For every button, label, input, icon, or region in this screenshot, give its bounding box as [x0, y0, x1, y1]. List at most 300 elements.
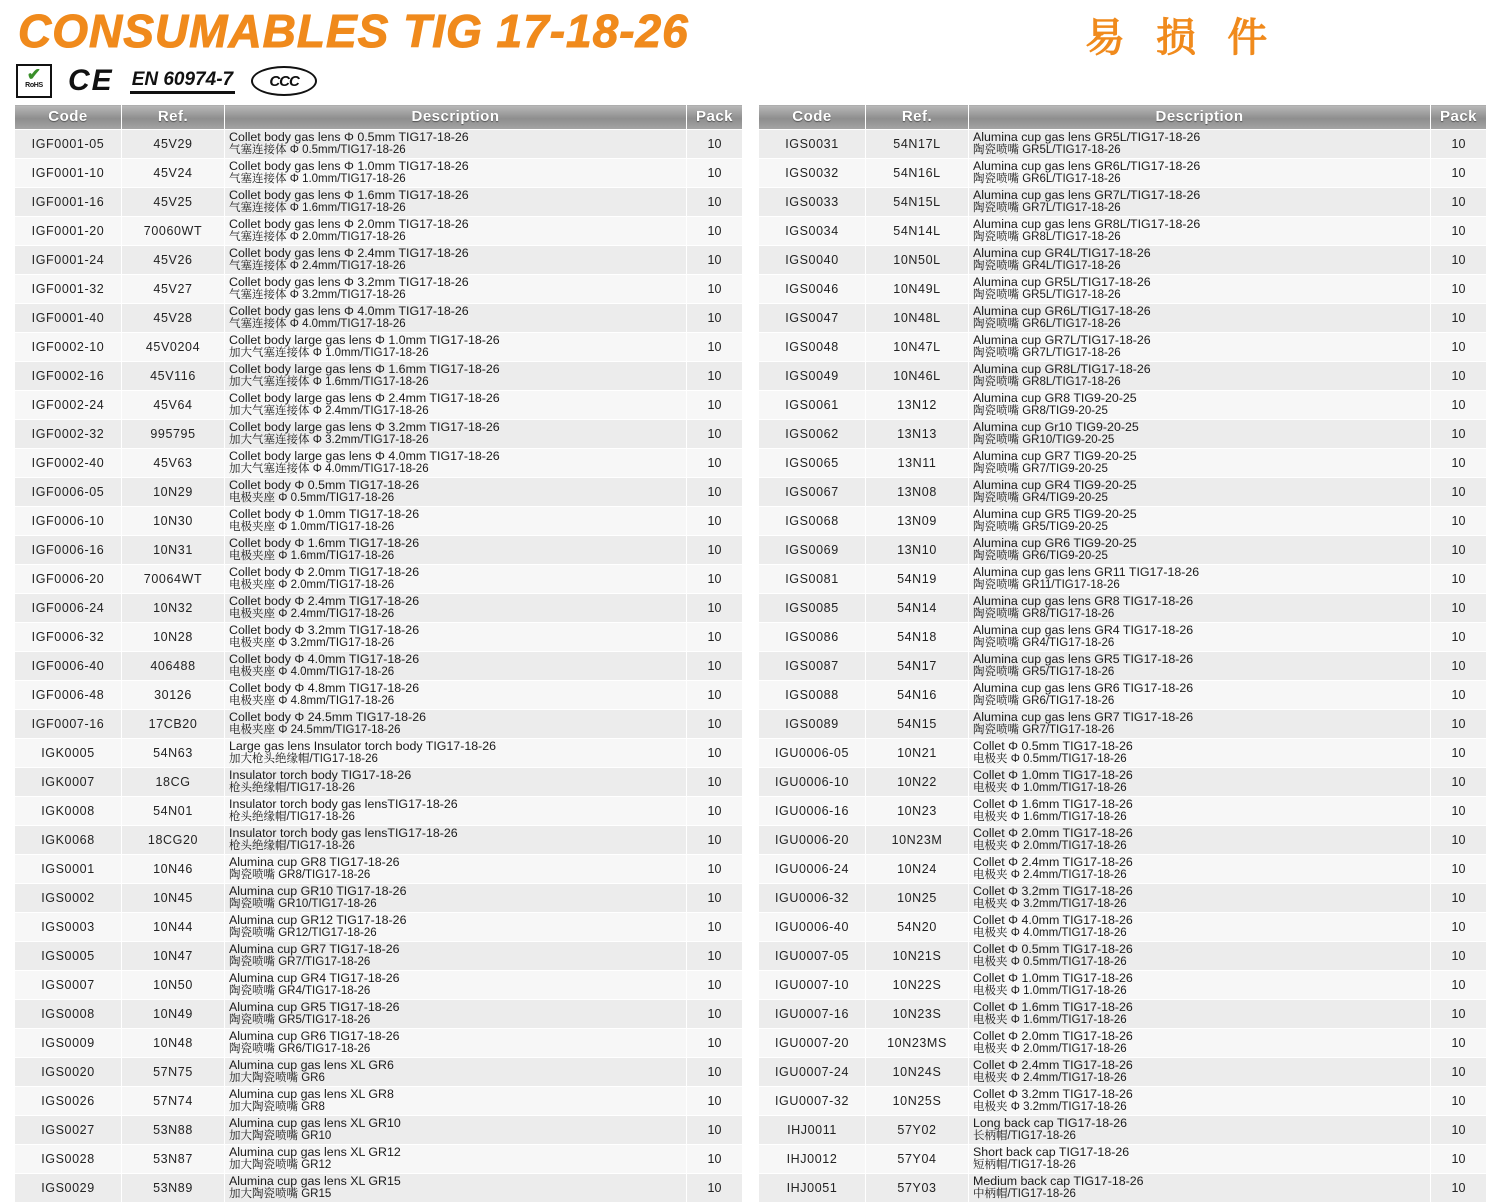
cell-ref: 54N15	[866, 710, 969, 739]
cell-ref: 10N21S	[866, 942, 969, 971]
cell-code: IGS0040	[759, 246, 866, 275]
cell-code: IGS0027	[15, 1116, 122, 1145]
cell-code: IGS0031	[759, 130, 866, 159]
cell-description	[225, 449, 687, 478]
cell-description	[225, 217, 687, 246]
description-english: Long back cap TIG17-18-26	[973, 1116, 1128, 1130]
cell-ref: 53N88	[122, 1116, 225, 1145]
description-english: Alumina cup GR6 TIG9-20-25	[973, 536, 1137, 550]
cell-pack: 10	[1431, 159, 1487, 188]
table-row	[759, 420, 1487, 449]
cell-ref: 54N01	[122, 797, 225, 826]
cell-code: IGF0001-32	[15, 275, 122, 304]
cell-code: IGF0006-24	[15, 594, 122, 623]
table-row	[759, 1087, 1487, 1116]
description-english: Insulator torch body gas lensTIG17-18-26	[229, 826, 458, 840]
table-row	[15, 246, 743, 275]
cell-code: IGF0006-32	[15, 623, 122, 652]
cell-code: IGU0006-05	[759, 739, 866, 768]
description-chinese: 枪头绝缘帽/TIG17-18-26	[229, 782, 355, 794]
table-row	[759, 739, 1487, 768]
cell-description	[225, 681, 687, 710]
table-row	[759, 304, 1487, 333]
page-title: CONSUMABLES TIG 17-18-26	[18, 5, 689, 57]
cell-ref: 10N23M	[866, 826, 969, 855]
left-table-body	[15, 130, 743, 1203]
table-row	[759, 855, 1487, 884]
table-row	[759, 217, 1487, 246]
description-english: Collet body Φ 0.5mm TIG17-18-26	[229, 478, 420, 492]
cell-pack: 10	[687, 478, 743, 507]
description-english: Alumina cup gas lens GR8 TIG17-18-26	[973, 594, 1194, 608]
column-header-code: Code	[759, 105, 866, 130]
description-chinese: 气塞连接体 Φ 2.4mm/TIG17-18-26	[229, 260, 406, 272]
description-english: Collet body Φ 3.2mm TIG17-18-26	[229, 623, 420, 637]
cell-pack: 10	[687, 594, 743, 623]
cell-description	[225, 826, 687, 855]
cell-ref: 13N11	[866, 449, 969, 478]
table-row	[15, 362, 743, 391]
cell-pack: 10	[687, 333, 743, 362]
description-chinese: 电极夹座 Φ 1.6mm/TIG17-18-26	[229, 550, 395, 562]
cell-pack: 10	[687, 739, 743, 768]
cell-description	[225, 420, 687, 449]
table-row	[15, 275, 743, 304]
cell-ref: 45V63	[122, 449, 225, 478]
table-row	[15, 217, 743, 246]
cell-description	[225, 275, 687, 304]
description-english: Alumina cup gas lens GR7L/TIG17-18-26	[973, 188, 1201, 202]
cell-code: IGS0048	[759, 333, 866, 362]
cell-description	[225, 478, 687, 507]
cell-description	[969, 739, 1431, 768]
cell-pack: 10	[1431, 478, 1487, 507]
cell-ref: 10N46	[122, 855, 225, 884]
description-chinese: 电极夹 Φ 2.0mm/TIG17-18-26	[973, 1043, 1127, 1055]
cell-ref: 10N23S	[866, 1000, 969, 1029]
description-english: Alumina cup gas lens XL GR10	[229, 1116, 401, 1130]
description-english: Collet body gas lens Φ 2.0mm TIG17-18-26	[229, 217, 469, 231]
cell-description	[969, 594, 1431, 623]
cell-description	[969, 855, 1431, 884]
description-chinese: 电极夹 Φ 3.2mm/TIG17-18-26	[973, 1101, 1127, 1113]
description-chinese: 陶瓷喷嘴 GR7L/TIG17-18-26	[973, 202, 1121, 214]
description-chinese: 电极夹座 Φ 24.5mm/TIG17-18-26	[229, 724, 401, 736]
cell-pack: 10	[1431, 420, 1487, 449]
description-chinese: 加大气塞连接体 Φ 2.4mm/TIG17-18-26	[229, 405, 429, 417]
cell-code: IGU0007-20	[759, 1029, 866, 1058]
description-chinese: 枪头绝缘帽/TIG17-18-26	[229, 811, 355, 823]
table-row	[759, 710, 1487, 739]
cell-code: IGK0008	[15, 797, 122, 826]
description-english: Collet Φ 3.2mm TIG17-18-26	[973, 1087, 1133, 1101]
cell-description	[969, 1029, 1431, 1058]
description-english: Collet body large gas lens Φ 2.4mm TIG17-18-26	[229, 391, 500, 405]
cell-pack: 10	[687, 391, 743, 420]
cell-description	[969, 362, 1431, 391]
cell-code: IGS0001	[15, 855, 122, 884]
cell-code: IGF0001-24	[15, 246, 122, 275]
cell-pack: 10	[687, 217, 743, 246]
page-title-chinese: 易 损 件	[1085, 16, 1278, 60]
cell-ref: 45V29	[122, 130, 225, 159]
table-row	[759, 623, 1487, 652]
cell-code: IGU0006-32	[759, 884, 866, 913]
table-row	[15, 478, 743, 507]
description-chinese: 陶瓷喷嘴 GR5/TIG9-20-25	[973, 521, 1108, 533]
en-standard-label: EN 60974-7	[130, 69, 235, 94]
description-english: Alumina cup gas lens GR5 TIG17-18-26	[973, 652, 1194, 666]
cell-ref: 13N13	[866, 420, 969, 449]
cell-ref: 45V116	[122, 362, 225, 391]
table-row	[15, 652, 743, 681]
cell-ref: 57Y04	[866, 1145, 969, 1174]
cell-description	[225, 362, 687, 391]
cell-code: IGF0002-32	[15, 420, 122, 449]
description-english: Alumina cup GR6 TIG17-18-26	[229, 1029, 400, 1043]
table-row	[759, 681, 1487, 710]
cell-description	[225, 1116, 687, 1145]
description-english: Collet Φ 0.5mm TIG17-18-26	[973, 942, 1133, 956]
cell-code: IHJ0012	[759, 1145, 866, 1174]
description-english: Short back cap TIG17-18-26	[973, 1145, 1130, 1159]
cell-ref: 54N14	[866, 594, 969, 623]
cell-ref: 10N28	[122, 623, 225, 652]
column-header-description: Description	[225, 105, 687, 130]
description-chinese: 长柄帽/TIG17-18-26	[973, 1130, 1076, 1142]
cell-pack: 10	[687, 710, 743, 739]
description-english: Alumina cup GR8 TIG17-18-26	[229, 855, 400, 869]
cell-pack: 10	[687, 884, 743, 913]
description-chinese: 加大气塞连接体 Φ 1.0mm/TIG17-18-26	[229, 347, 429, 359]
cell-pack: 10	[687, 188, 743, 217]
cell-description	[969, 1116, 1431, 1145]
cell-pack: 10	[1431, 913, 1487, 942]
cell-description	[225, 855, 687, 884]
cell-ref: 10N47L	[866, 333, 969, 362]
cell-ref: 57N74	[122, 1087, 225, 1116]
cell-code: IGS0047	[759, 304, 866, 333]
description-english: Collet body large gas lens Φ 4.0mm TIG17-18-26	[229, 449, 500, 463]
description-chinese: 加大陶瓷喷嘴 GR8	[229, 1101, 325, 1113]
cell-description	[969, 710, 1431, 739]
cell-pack: 10	[1431, 362, 1487, 391]
cell-description	[969, 333, 1431, 362]
cell-pack: 10	[1431, 826, 1487, 855]
cell-pack: 10	[687, 1000, 743, 1029]
cell-code: IGF0006-40	[15, 652, 122, 681]
cell-pack: 10	[687, 1145, 743, 1174]
ccc-mark-icon: CCC	[251, 66, 317, 96]
description-chinese: 陶瓷喷嘴 GR8/TIG17-18-26	[973, 608, 1115, 620]
description-chinese: 陶瓷喷嘴 GR5/TIG17-18-26	[973, 666, 1115, 678]
description-chinese: 电极夹 Φ 2.4mm/TIG17-18-26	[973, 869, 1127, 881]
cell-pack: 10	[1431, 681, 1487, 710]
cell-description	[225, 1174, 687, 1203]
cell-code: IGU0007-24	[759, 1058, 866, 1087]
cell-ref: 10N47	[122, 942, 225, 971]
description-english: Alumina cup gas lens GR7 TIG17-18-26	[973, 710, 1194, 724]
description-english: Alumina cup gas lens XL GR15	[229, 1174, 401, 1188]
cell-code: IGU0006-20	[759, 826, 866, 855]
description-chinese: 电极夹座 Φ 0.5mm/TIG17-18-26	[229, 492, 395, 504]
table-row	[759, 275, 1487, 304]
cell-description	[225, 1029, 687, 1058]
table-row	[15, 1058, 743, 1087]
cell-description	[225, 507, 687, 536]
cell-pack: 10	[1431, 884, 1487, 913]
certification-strip	[16, 62, 317, 100]
description-english: Alumina cup GR5 TIG9-20-25	[973, 507, 1137, 521]
table-row	[759, 565, 1487, 594]
cell-code: IHJ0051	[759, 1174, 866, 1203]
cell-pack: 10	[1431, 391, 1487, 420]
cell-code: IGF0001-20	[15, 217, 122, 246]
cell-code: IGF0001-16	[15, 188, 122, 217]
table-row	[15, 1000, 743, 1029]
cell-code: IGS0029	[15, 1174, 122, 1203]
cell-pack: 10	[1431, 1000, 1487, 1029]
description-english: Collet body gas lens Φ 0.5mm TIG17-18-26	[229, 130, 469, 144]
cell-pack: 10	[687, 1029, 743, 1058]
rohs-icon	[16, 64, 52, 98]
description-english: Collet body large gas lens Φ 3.2mm TIG17-18-26	[229, 420, 500, 434]
description-chinese: 陶瓷喷嘴 GR6L/TIG17-18-26	[973, 318, 1121, 330]
description-chinese: 陶瓷喷嘴 GR12/TIG17-18-26	[229, 927, 377, 939]
cell-pack: 10	[687, 420, 743, 449]
description-chinese: 电极夹 Φ 2.0mm/TIG17-18-26	[973, 840, 1127, 852]
description-english: Collet body large gas lens Φ 1.0mm TIG17-18-26	[229, 333, 500, 347]
cell-description	[225, 797, 687, 826]
cell-description	[969, 159, 1431, 188]
cell-code: IGF0007-16	[15, 710, 122, 739]
description-english: Collet Φ 2.4mm TIG17-18-26	[973, 855, 1133, 869]
description-chinese: 电极夹 Φ 1.6mm/TIG17-18-26	[973, 1014, 1127, 1026]
table-row	[15, 768, 743, 797]
cell-ref: 10N22	[866, 768, 969, 797]
cell-code: IGK0068	[15, 826, 122, 855]
description-chinese: 陶瓷喷嘴 GR4/TIG9-20-25	[973, 492, 1108, 504]
table-row	[15, 594, 743, 623]
table-row	[15, 536, 743, 565]
table-row	[15, 913, 743, 942]
cell-pack: 10	[1431, 971, 1487, 1000]
column-header-pack: Pack	[1431, 105, 1487, 130]
cell-description	[969, 275, 1431, 304]
rohs-label: RoHS	[25, 82, 43, 89]
column-header-ref: Ref.	[866, 105, 969, 130]
description-chinese: 短柄帽/TIG17-18-26	[973, 1159, 1076, 1171]
table-row	[15, 971, 743, 1000]
cell-ref: 54N16	[866, 681, 969, 710]
cell-code: IGS0032	[759, 159, 866, 188]
description-chinese: 陶瓷喷嘴 GR8L/TIG17-18-26	[973, 376, 1121, 388]
cell-code: IGS0033	[759, 188, 866, 217]
cell-pack: 10	[687, 623, 743, 652]
cell-description	[969, 420, 1431, 449]
cell-code: IGU0006-24	[759, 855, 866, 884]
cell-description	[969, 188, 1431, 217]
cell-code: IGU0006-16	[759, 797, 866, 826]
table-row	[759, 536, 1487, 565]
cell-description	[225, 1000, 687, 1029]
cell-code: IGF0006-20	[15, 565, 122, 594]
table-row	[759, 1145, 1487, 1174]
cell-pack: 10	[687, 652, 743, 681]
table-row	[15, 333, 743, 362]
column-header-pack: Pack	[687, 105, 743, 130]
table-row	[759, 391, 1487, 420]
cell-description	[969, 1145, 1431, 1174]
cell-description	[225, 159, 687, 188]
table-row	[759, 1000, 1487, 1029]
description-chinese: 电极夹 Φ 2.4mm/TIG17-18-26	[973, 1072, 1127, 1084]
description-english: Alumina cup gas lens XL GR6	[229, 1058, 394, 1072]
cell-code: IGS0005	[15, 942, 122, 971]
cell-ref: 54N19	[866, 565, 969, 594]
cell-ref: 45V0204	[122, 333, 225, 362]
table-row	[15, 623, 743, 652]
cell-description	[225, 536, 687, 565]
cell-code: IGS0049	[759, 362, 866, 391]
table-row	[15, 1145, 743, 1174]
cell-ref: 406488	[122, 652, 225, 681]
cell-code: IGS0065	[759, 449, 866, 478]
table-row	[15, 449, 743, 478]
description-chinese: 陶瓷喷嘴 GR7/TIG17-18-26	[973, 724, 1115, 736]
cell-description	[225, 710, 687, 739]
cell-pack: 10	[1431, 594, 1487, 623]
cell-pack: 10	[1431, 333, 1487, 362]
cell-ref: 45V28	[122, 304, 225, 333]
description-english: Alumina cup gas lens XL GR12	[229, 1145, 401, 1159]
description-english: Alumina cup gas lens XL GR8	[229, 1087, 394, 1101]
cell-ref: 54N16L	[866, 159, 969, 188]
cell-ref: 54N63	[122, 739, 225, 768]
description-chinese: 电极夹座 Φ 3.2mm/TIG17-18-26	[229, 637, 395, 649]
cell-ref: 10N31	[122, 536, 225, 565]
cell-ref: 18CG20	[122, 826, 225, 855]
description-chinese: 气塞连接体 Φ 3.2mm/TIG17-18-26	[229, 289, 406, 301]
cell-pack: 10	[1431, 768, 1487, 797]
cell-pack: 10	[1431, 797, 1487, 826]
cell-pack: 10	[1431, 652, 1487, 681]
description-english: Collet Φ 3.2mm TIG17-18-26	[973, 884, 1133, 898]
cell-ref: 45V24	[122, 159, 225, 188]
description-chinese: 陶瓷喷嘴 GR6L/TIG17-18-26	[973, 173, 1121, 185]
description-chinese: 陶瓷喷嘴 GR4/TIG17-18-26	[229, 985, 371, 997]
cell-code: IGS0028	[15, 1145, 122, 1174]
description-chinese: 电极夹座 Φ 4.8mm/TIG17-18-26	[229, 695, 395, 707]
cell-pack: 10	[687, 681, 743, 710]
description-chinese: 陶瓷喷嘴 GR8/TIG9-20-25	[973, 405, 1108, 417]
table-row	[15, 507, 743, 536]
cell-code: IGS0068	[759, 507, 866, 536]
description-english: Collet body Φ 24.5mm TIG17-18-26	[229, 710, 426, 724]
right-catalog-table	[758, 104, 1487, 1203]
description-english: Insulator torch body TIG17-18-26	[229, 768, 412, 782]
cell-code: IGS0062	[759, 420, 866, 449]
table-row	[15, 188, 743, 217]
cell-description	[969, 246, 1431, 275]
cell-pack: 10	[1431, 855, 1487, 884]
right-table-body	[759, 130, 1487, 1203]
cell-description	[969, 565, 1431, 594]
description-english: Collet body gas lens Φ 3.2mm TIG17-18-26	[229, 275, 469, 289]
cell-code: IGK0007	[15, 768, 122, 797]
description-chinese: 加大陶瓷喷嘴 GR10	[229, 1130, 332, 1142]
cell-ref: 10N24	[866, 855, 969, 884]
table-row	[759, 333, 1487, 362]
cell-ref: 10N50L	[866, 246, 969, 275]
table-row	[15, 1174, 743, 1203]
table-row	[15, 884, 743, 913]
cell-ref: 10N22S	[866, 971, 969, 1000]
cell-description	[969, 304, 1431, 333]
cell-description	[225, 971, 687, 1000]
cell-description	[225, 913, 687, 942]
cell-code: IGS0046	[759, 275, 866, 304]
cell-description	[969, 797, 1431, 826]
cell-pack: 10	[687, 826, 743, 855]
description-english: Collet body Φ 4.0mm TIG17-18-26	[229, 652, 420, 666]
cell-description	[969, 1087, 1431, 1116]
cell-ref: 10N48	[122, 1029, 225, 1058]
cell-pack: 10	[687, 1174, 743, 1203]
description-chinese: 加大气塞连接体 Φ 4.0mm/TIG17-18-26	[229, 463, 429, 475]
cell-code: IGS0087	[759, 652, 866, 681]
description-chinese: 气塞连接体 Φ 4.0mm/TIG17-18-26	[229, 318, 406, 330]
description-chinese: 陶瓷喷嘴 GR5L/TIG17-18-26	[973, 289, 1121, 301]
cell-ref: 13N12	[866, 391, 969, 420]
column-header-description: Description	[969, 105, 1431, 130]
cell-code: IGU0006-40	[759, 913, 866, 942]
description-english: Alumina cup GR8L/TIG17-18-26	[973, 362, 1151, 376]
cell-ref: 10N25	[866, 884, 969, 913]
cell-code: IGS0020	[15, 1058, 122, 1087]
table-row	[759, 1058, 1487, 1087]
description-english: Alumina cup GR4 TIG9-20-25	[973, 478, 1137, 492]
cell-description	[969, 1000, 1431, 1029]
cell-code: IGF0001-10	[15, 159, 122, 188]
cell-pack: 10	[687, 971, 743, 1000]
page-header	[0, 0, 1500, 62]
cell-pack: 10	[687, 1116, 743, 1145]
description-chinese: 加大枪头绝缘帽/TIG17-18-26	[229, 753, 378, 765]
description-chinese: 电极夹座 Φ 4.0mm/TIG17-18-26	[229, 666, 395, 678]
description-english: Alumina cup gas lens GR6L/TIG17-18-26	[973, 159, 1201, 173]
cell-code: IGF0002-10	[15, 333, 122, 362]
cell-ref: 57N75	[122, 1058, 225, 1087]
cell-ref: 10N30	[122, 507, 225, 536]
cell-pack: 10	[1431, 565, 1487, 594]
table-row	[15, 1087, 743, 1116]
cell-ref: 10N44	[122, 913, 225, 942]
description-english: Medium back cap TIG17-18-26	[973, 1174, 1144, 1188]
cell-ref: 10N46L	[866, 362, 969, 391]
cell-ref: 10N49	[122, 1000, 225, 1029]
cell-code: IGS0002	[15, 884, 122, 913]
cell-code: IGU0007-16	[759, 1000, 866, 1029]
description-chinese: 陶瓷喷嘴 GR6/TIG9-20-25	[973, 550, 1108, 562]
cell-description	[969, 768, 1431, 797]
table-row	[15, 159, 743, 188]
description-english: Collet body Φ 2.4mm TIG17-18-26	[229, 594, 420, 608]
cell-description	[969, 971, 1431, 1000]
cell-code: IGS0007	[15, 971, 122, 1000]
cell-ref: 45V25	[122, 188, 225, 217]
description-english: Alumina cup GR8 TIG9-20-25	[973, 391, 1137, 405]
